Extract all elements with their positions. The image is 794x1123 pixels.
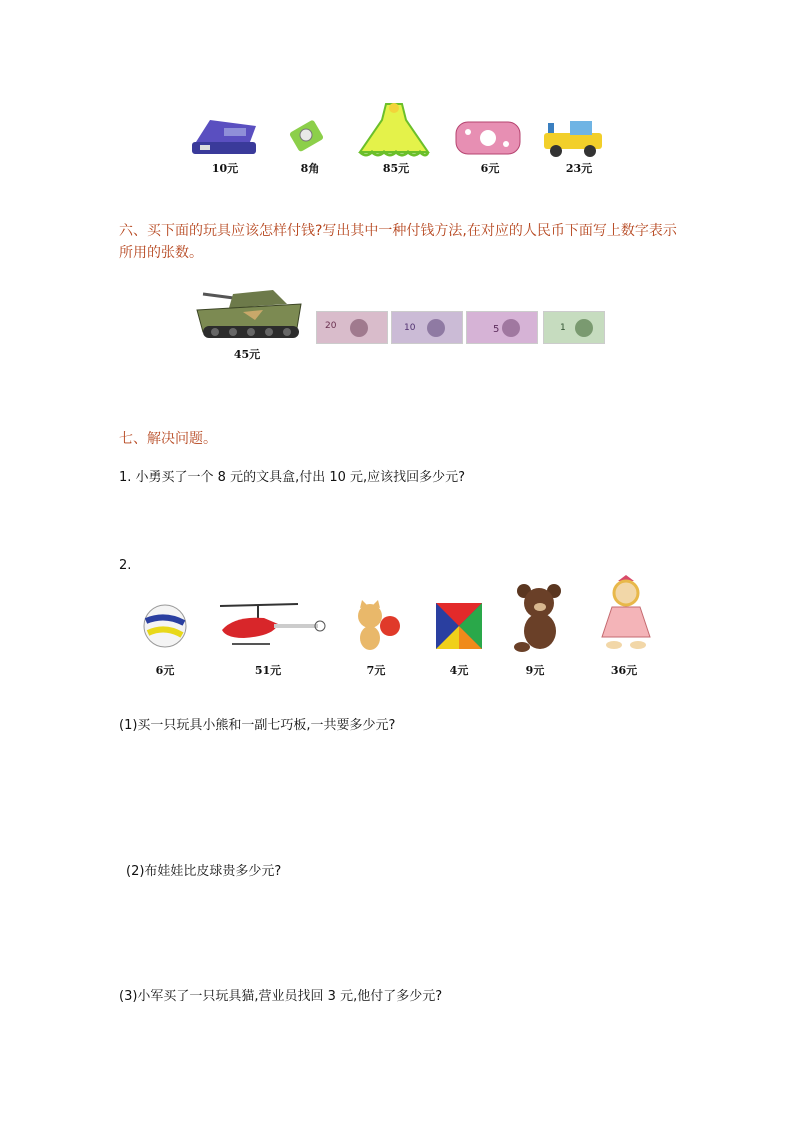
question-2-label: 2. (119, 558, 132, 573)
banknote-20 (316, 311, 388, 344)
sub-question-2: (2)布娃娃比皮球贵多少元? (126, 864, 282, 879)
pencil-case-icon (454, 116, 522, 158)
price-pencil-case: 6元 (480, 162, 500, 175)
price-truck: 23元 (565, 162, 593, 175)
toy-cat-icon (350, 600, 402, 652)
section7-heading: 七、解决问题。 (119, 431, 217, 447)
price-stapler: 10元 (211, 162, 239, 175)
helicopter-icon (214, 600, 330, 650)
price-sharpener: 8角 (300, 162, 320, 175)
tank-icon (193, 270, 305, 346)
teddy-bear-icon (512, 583, 570, 655)
price-cat: 7元 (366, 664, 386, 677)
price-dress: 85元 (382, 162, 410, 175)
ball-icon (142, 603, 188, 649)
price-helicopter: 51元 (254, 664, 282, 677)
svg-text:5: 5 (493, 324, 500, 335)
pencil-sharpener-icon (288, 117, 324, 153)
tangram-icon (436, 603, 482, 649)
banknote-1 (543, 311, 605, 344)
banknote-5 (466, 311, 538, 344)
doll-icon (598, 575, 654, 655)
sub-question-1: (1)买一只玩具小熊和一副七巧板,一共要多少元? (119, 718, 396, 733)
dress-icon (356, 100, 432, 160)
svg-text:10: 10 (404, 323, 416, 333)
price-bear: 9元 (525, 664, 545, 677)
sub-question-3: (3)小军买了一只玩具猫,营业员找回 3 元,他付了多少元? (119, 989, 443, 1004)
price-ball: 6元 (155, 664, 175, 677)
svg-text:1: 1 (560, 323, 566, 333)
toy-truck-icon (540, 115, 606, 159)
price-tangram: 4元 (449, 664, 469, 677)
banknote-10 (391, 311, 463, 344)
price-tank: 45元 (233, 348, 261, 361)
svg-text:20: 20 (325, 321, 337, 331)
section6-heading-line2: 所用的张数。 (119, 245, 203, 261)
stapler-icon (190, 112, 260, 158)
section6-heading-line1: 六、买下面的玩具应该怎样付钱?写出其中一种付钱方法,在对应的人民币下面写上数字表示 (119, 223, 677, 239)
price-doll: 36元 (610, 664, 638, 677)
question-1: 1. 小勇买了一个 8 元的文具盒,付出 10 元,应该找回多少元? (119, 470, 466, 485)
